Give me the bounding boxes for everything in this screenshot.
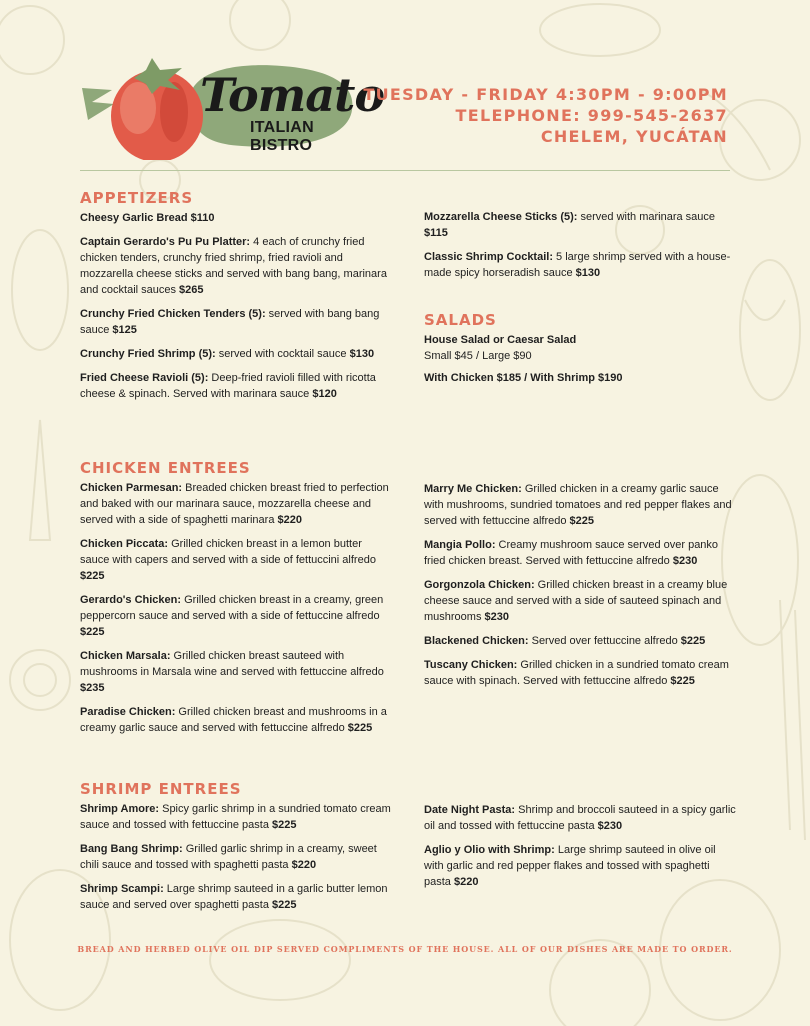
menu-item-description: Creamy mushroom sauce served over panko fried chicken breast. Served with fettuccine alfredo [424, 539, 719, 567]
telephone: TELEPHONE: 999-545-2637 [455, 106, 728, 125]
menu-item-name: Captain Gerardo's Pu Pu Platter: [80, 236, 251, 248]
menu-item-price: $220 [450, 876, 479, 888]
salad-addons: With Chicken $185 / With Shrimp $190 [424, 372, 623, 384]
menu-item-name: Shrimp Amore: [80, 803, 160, 815]
menu-item [424, 537, 736, 569]
menu-item-price: $225 [344, 722, 373, 734]
location: CHELEM, YUCÁTAN [540, 127, 728, 146]
menu-item-description: Shrimp and broccoli sauteed in a spicy garlic oil and tossed with fettuccine pasta [424, 804, 736, 832]
menu-item-description: Large shrimp sauteed in olive oil with garlic and red pepper flakes and tossed with spaghetti pasta [424, 844, 716, 888]
section-title-chicken: CHICKEN ENTREES [80, 459, 251, 477]
menu-item [424, 657, 736, 689]
menu-item [80, 306, 392, 338]
menu-item-price: $225 [80, 626, 105, 638]
footer-note: BREAD AND HERBED OLIVE OIL DIP SERVED COMPLIMENTS OF THE HOUSE. ALL OF OUR DISHES ARE MADE TO ORDER. [77, 944, 733, 954]
menu-item-description: Grilled chicken in a sundried tomato cream sauce with spinach. Served with fettuccine alfredo [424, 659, 729, 687]
menu-item [80, 648, 392, 696]
menu-item-price: $120 [309, 388, 337, 400]
salad-sizes: Small $45 / Large $90 [424, 350, 532, 362]
chicken-list [80, 480, 392, 736]
menu-item-description: Breaded chicken breast fried to perfection and baked with our marinara sauce, mozzarella cheese and served with a side of spaghetti marinara [80, 482, 389, 526]
menu-item [80, 592, 392, 640]
opening-hours: TUESDAY - FRIDAY 4:30PM - 9:00PM [363, 85, 728, 104]
menu-item [80, 881, 392, 913]
menu-item [424, 802, 736, 834]
brand-logo [72, 50, 385, 160]
appetizers-list [80, 210, 392, 402]
menu-item-name: Crunchy Fried Chicken Tenders (5): [80, 308, 266, 320]
menu-item-description: Grilled chicken in a creamy garlic sauce with mushrooms, sundried tomatoes and red pepper flakes and served with fettuccine alfredo [424, 483, 732, 527]
brand-name: Tomato [200, 68, 385, 122]
menu-item-description: served with marinara sauce [577, 211, 716, 223]
menu-item-price: $110 [187, 212, 215, 224]
menu-item-name: Mozzarella Cheese Sticks (5): [424, 211, 578, 223]
section-title-salads: SALADS [424, 311, 497, 329]
menu-item-name: Shrimp Scampi: [80, 883, 164, 895]
menu-item-description: Spicy garlic shrimp in a sundried tomato cream sauce and tossed with fettuccine pasta [80, 803, 391, 831]
salads-column [424, 311, 736, 394]
menu-item-description: served with cocktail sauce [215, 348, 347, 360]
menu-item-description: 4 each of crunchy fried chicken tenders, crunchy fried shrimp, fried ravioli and mozzarella cheese sticks and served with bang bang, marinara and cocktail sauces [80, 236, 387, 296]
header-divider [80, 170, 730, 171]
menu-item-name: Gorgonzola Chicken: [424, 579, 535, 591]
menu-item-name: Gerardo's Chicken: [80, 594, 182, 606]
menu-item [80, 536, 392, 584]
menu-item-name: Chicken Parmesan: [80, 482, 183, 494]
menu-item [80, 346, 392, 362]
menu-item-description: Grilled chicken breast in a lemon butter sauce with capers and served with a side of fettuccini alfredo [80, 538, 376, 566]
menu-item-name: Mangia Pollo: [424, 539, 496, 551]
menu-item-price: $125 [109, 324, 137, 336]
menu-item-name: Fried Cheese Ravioli (5): [80, 372, 209, 384]
salad-heading: House Salad or Caesar Salad [424, 334, 577, 346]
menu-item-description: Deep-fried ravioli filled with ricotta cheese & spinach. Served with marinara sauce [80, 372, 376, 400]
menu-item-price: $265 [176, 284, 204, 296]
menu-item [424, 577, 736, 625]
menu-item-name: Cheesy Garlic Bread [80, 212, 188, 224]
menu-item-price: $230 [594, 820, 623, 832]
menu-item-name: Date Night Pasta: [424, 804, 516, 816]
header-info [363, 84, 728, 147]
menu-item [80, 210, 392, 226]
menu-item-price: $220 [288, 859, 317, 871]
menu-item-name: Classic Shrimp Cocktail: [424, 251, 553, 263]
menu-item-description: Grilled chicken breast sauteed with mushrooms in Marsala wine and served with fettuccine alfredo [80, 650, 384, 678]
brand-subtitle: ITALIAN BISTRO [250, 119, 315, 154]
menu-item [80, 801, 392, 833]
menu-item [80, 480, 392, 528]
menu-item [80, 370, 392, 402]
menu-item-name: Chicken Marsala: [80, 650, 171, 662]
menu-item [424, 842, 736, 890]
salad-item [424, 332, 736, 364]
menu-item-price: $115 [424, 227, 448, 239]
menu-item [424, 209, 736, 241]
section-title-appetizers: APPETIZERS [80, 189, 194, 207]
menu-item-name: Tuscany Chicken: [424, 659, 518, 671]
menu-item-description: Large shrimp sauteed in a garlic butter lemon sauce and served over spaghetti pasta [80, 883, 388, 911]
menu-item-name: Blackened Chicken: [424, 635, 529, 647]
menu-item [424, 249, 736, 281]
chicken-left-column [80, 459, 392, 744]
appetizers-list-right [424, 209, 736, 281]
appetizers-right-column [424, 209, 736, 289]
menu-item-description: Served over fettuccine alfredo [528, 635, 678, 647]
leaf-icon [82, 88, 114, 120]
menu-item-price: $230 [669, 555, 698, 567]
chicken-right-column [424, 481, 736, 697]
shrimp-list-right [424, 802, 736, 890]
menu-item-description: Grilled chicken breast and mushrooms in a creamy garlic sauce and served with fettuccine alfredo [80, 706, 387, 734]
menu-item-description: 5 large shrimp served with a house-made spicy horseradish sauce [424, 251, 731, 279]
menu-item [80, 704, 392, 736]
menu-item-name: Paradise Chicken: [80, 706, 176, 718]
menu-item-name: Bang Bang Shrimp: [80, 843, 183, 855]
shrimp-right-column [424, 802, 736, 898]
section-title-shrimp: SHRIMP ENTREES [80, 780, 242, 798]
menu-item-name: Chicken Piccata: [80, 538, 169, 550]
menu-item-description: Grilled chicken breast in a creamy blue cheese sauce and served with a side of sauteed spinach and mushrooms [424, 579, 728, 623]
menu-item-description: Grilled garlic shrimp in a creamy, sweet chili sauce and tossed with spaghetti pasta [80, 843, 377, 871]
menu-item [424, 481, 736, 529]
shrimp-left-column [80, 780, 392, 921]
menu-item-price: $225 [80, 570, 105, 582]
menu-item-price: $225 [566, 515, 594, 527]
appetizers-left-column [80, 189, 392, 410]
menu-item [80, 841, 392, 873]
menu-item-price: $225 [268, 819, 297, 831]
menu-item [80, 234, 392, 298]
menu-item-description: Grilled chicken breast in a creamy, green peppercorn sauce and served with a side of fettuccine alfredo [80, 594, 384, 622]
shrimp-list [80, 801, 392, 913]
menu-item-name: Marry Me Chicken: [424, 483, 522, 495]
menu-item-name: Aglio y Olio with Shrimp: [424, 844, 555, 856]
menu-item-price: $220 [274, 514, 302, 526]
menu-item-price: $130 [572, 267, 601, 279]
menu-item-price: $225 [667, 675, 695, 687]
menu-item-price: $225 [268, 899, 297, 911]
menu-item-price: $225 [677, 635, 706, 647]
menu-item-description: served with bang bang sauce [80, 308, 380, 336]
menu-item [424, 633, 736, 649]
menu-item-price: $230 [481, 611, 509, 623]
menu-item-price: $235 [80, 682, 105, 694]
menu-item-price: $130 [346, 348, 375, 360]
chicken-list-right [424, 481, 736, 689]
menu-item-name: Crunchy Fried Shrimp (5): [80, 348, 216, 360]
